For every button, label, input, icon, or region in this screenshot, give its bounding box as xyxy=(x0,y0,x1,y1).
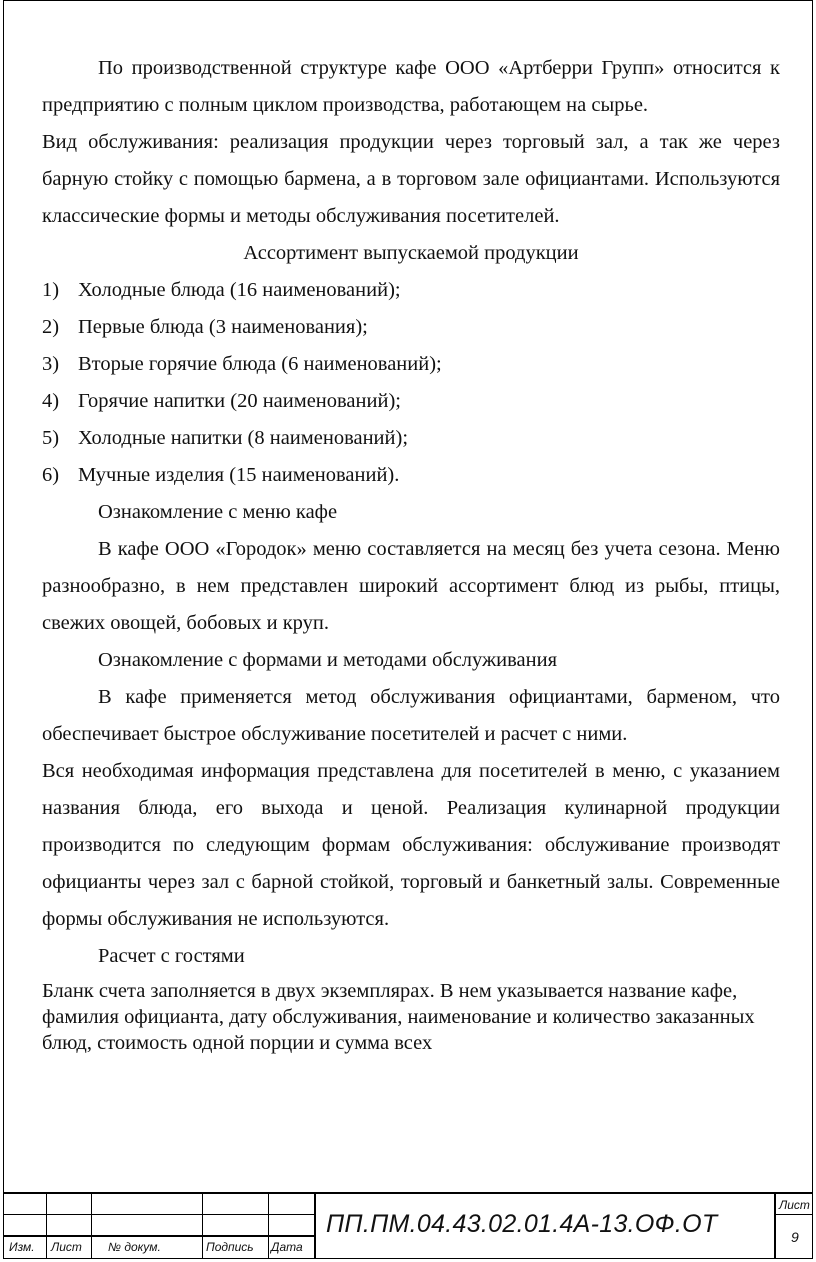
stamp-top-border xyxy=(4,1192,812,1194)
stamp-label-list: Лист xyxy=(51,1240,82,1254)
list-item: 2) Первые блюда (3 наименования); xyxy=(42,316,368,338)
document-body xyxy=(42,50,780,1056)
paragraph-payment: Бланк счета заполняется в двух экземплярах. В нем указывается название кафе, фамилия официанта, дату обслуживания, наименование и количество заказанных блюд, стоимость одной порции и сумма всех xyxy=(42,980,755,1054)
stamp-col-line xyxy=(91,1192,92,1258)
list-item: 4) Горячие напитки (20 наименований); xyxy=(42,390,401,412)
stamp-label-podpis: Подпись xyxy=(206,1240,254,1254)
stamp-row-line xyxy=(774,1214,812,1215)
stamp-col-line xyxy=(774,1192,776,1258)
stamp-label-data: Дата xyxy=(271,1240,303,1254)
heading-payment: Расчет с гостями xyxy=(98,945,245,967)
stamp-label-doc: № докум. xyxy=(108,1240,161,1254)
list-item: 6) Мучные изделия (15 наименований). xyxy=(42,464,400,486)
list-item: 3) Вторые горячие блюда (6 наименований); xyxy=(42,353,442,375)
document-code: ПП.ПМ.04.43.02.01.4А-13.ОФ.ОТ xyxy=(326,1210,718,1238)
paragraph-info: Вся необходимая информация представлена для посетителей в меню, с указанием названия блюда, его выхода и ценой. Реализация кулинарной продукции производится по следующим формам обслуживания: обслуживание производят официанты через зал с барной стойкой, торговый и банкетный залы. Современные формы обслуживания не используются. xyxy=(42,760,780,930)
list-item: 5) Холодные напитки (8 наименований); xyxy=(42,427,409,449)
heading-menu: Ознакомление с меню кафе xyxy=(98,501,338,523)
stamp-col-line xyxy=(268,1192,269,1258)
paragraph-service-type: Вид обслуживания: реализация продукции через торговый зал, а так же через барную стойку с помощью бармена, а в торговом зале официантами. Используются классические формы и методы обслуживания посетителей. xyxy=(42,131,780,227)
stamp-label-izm: Изм. xyxy=(9,1240,35,1254)
stamp-col-line xyxy=(46,1192,47,1258)
stamp-col-line xyxy=(202,1192,203,1258)
page-number: 9 xyxy=(791,1229,799,1245)
paragraph-menu: В кафе ООО «Городок» меню составляется на месяц без учета сезона. Меню разнообразно, в нем представлен широкий ассортимент блюд из рыбы, птицы, свежих овощей, бобовых и круп. xyxy=(42,538,780,634)
assortment-list xyxy=(42,272,780,494)
title-block xyxy=(4,1192,812,1258)
paragraph-structure: По производственной структуре кафе ООО «Артберри Групп» относится к предприятию с полным циклом производства, работающем на сырье. xyxy=(42,57,780,116)
heading-assortment: Ассортимент выпускаемой продукции xyxy=(243,242,579,264)
list-item: 1) Холодные блюда (16 наименований); xyxy=(42,279,401,301)
paragraph-forms: В кафе применяется метод обслуживания официантами, барменом, что обеспечивает быстрое обслуживание посетителей и расчет с ними. xyxy=(42,686,780,745)
stamp-col-line xyxy=(314,1192,316,1258)
heading-forms: Ознакомление с формами и методами обслуживания xyxy=(98,649,558,671)
stamp-label-sheet: Лист xyxy=(779,1198,810,1212)
